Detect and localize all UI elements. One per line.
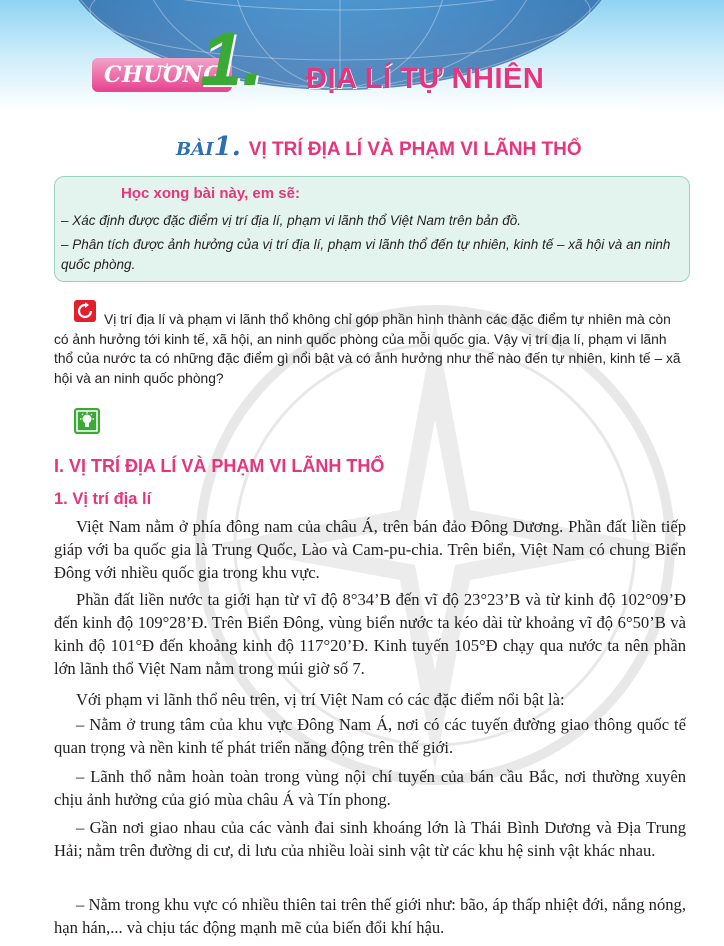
chapter-word: CHƯƠNG — [104, 62, 223, 88]
lesson-word: BÀI — [176, 139, 214, 160]
body-paragraph: Việt Nam nằm ở phía đông nam của châu Á, trên bán đảo Đông Dương. Phần đất liền tiếp giáp với ba quốc gia là Trung Quốc, Lào và Cam-pu-chia. Trên biển, Việt Nam có chung Biển Đông với nhiều quốc gia trong khu vực. — [54, 517, 686, 582]
lesson-title: VỊ TRÍ ĐỊA LÍ VÀ PHẠM VI LÃNH THỔ — [248, 139, 582, 160]
chapter-title: ĐỊA LÍ TỰ NHIÊN — [306, 63, 545, 95]
subsection-heading: 1. Vị trí địa lí — [54, 490, 152, 508]
goals-heading: Học xong bài này, em sẽ: — [121, 185, 300, 202]
chapter-number: 1. — [200, 17, 264, 102]
body-paragraph: – Nằm trong khu vực có nhiều thiên tai trên thế giới như: bão, áp thấp nhiệt đới, nắng nóng, hạn hán,... và chịu tác động mạnh mẽ của biến đổi khí hậu. — [54, 895, 686, 937]
body-paragraph: Phần đất liền nước ta giới hạn từ vĩ độ 8°34’B đến vĩ độ 23°23’B và từ kinh độ 102°09’Đ đến kinh độ 109°28’Đ. Trên Biển Đông, vùng biển nước ta kéo dài từ khoảng vĩ độ 6°50’B và kinh độ 101°Đ đến khoảng kinh độ 117°20’Đ. Kinh tuyến 105°Đ chạy qua nước ta nên phần lớn lãnh thổ Việt Nam nằm trong múi giờ số 7. — [54, 590, 686, 678]
goal-item: – Phân tích được ảnh hưởng của vị trí địa lí, phạm vi lãnh thổ đến tự nhiên, kinh tế – xã hội và an ninh quốc phòng. — [61, 237, 671, 272]
chapter-banner — [0, 0, 724, 110]
body-paragraph: Với phạm vi lãnh thổ nêu trên, vị trí Việt Nam có các đặc điểm nổi bật là: — [76, 690, 565, 709]
body-paragraph: – Lãnh thổ nằm hoàn toàn trong vùng nội chí tuyến của bán cầu Bắc, nơi thường xuyên chịu ảnh hưởng của gió mùa châu Á và Tín phong. — [54, 767, 686, 809]
intro-paragraph: Vị trí địa lí và phạm vi lãnh thổ không chỉ góp phần hình thành các đặc điểm tự nhiên mà còn có ảnh hưởng tới kinh tế, xã hội, an ninh quốc phòng của mỗi quốc gia. Vậy vị trí địa lí, phạm vi lãnh thổ của nước ta có những đặc điểm gì nổi bật và có ảnh hưởng như thế nào đến tự nhiên, kinh tế – xã hội và an ninh quốc phòng? — [54, 312, 681, 386]
section-heading: I. VỊ TRÍ ĐỊA LÍ VÀ PHẠM VI LÃNH THỔ — [54, 456, 385, 476]
body-paragraph: – Nằm ở trung tâm của khu vực Đông Nam Á, nơi có các tuyến đường giao thông quốc tế quan trọng và nền kinh tế phát triển năng động trên thế giới. — [54, 715, 686, 757]
learning-goals-box — [54, 176, 690, 282]
lesson-heading — [176, 132, 582, 162]
lightbulb-icon — [74, 408, 100, 434]
body-paragraph: – Gần nơi giao nhau của các vành đai sinh khoáng lớn là Thái Bình Dương và Địa Trung Hải; nằm trên đường di cư, di lưu của nhiều loài sinh vật từ các khu hệ sinh vật khác nhau. — [54, 818, 686, 860]
lesson-number: 1. — [213, 132, 241, 162]
goal-item: – Xác định được đặc điểm vị trí địa lí, phạm vi lãnh thổ Việt Nam trên bản đồ. — [61, 213, 521, 228]
